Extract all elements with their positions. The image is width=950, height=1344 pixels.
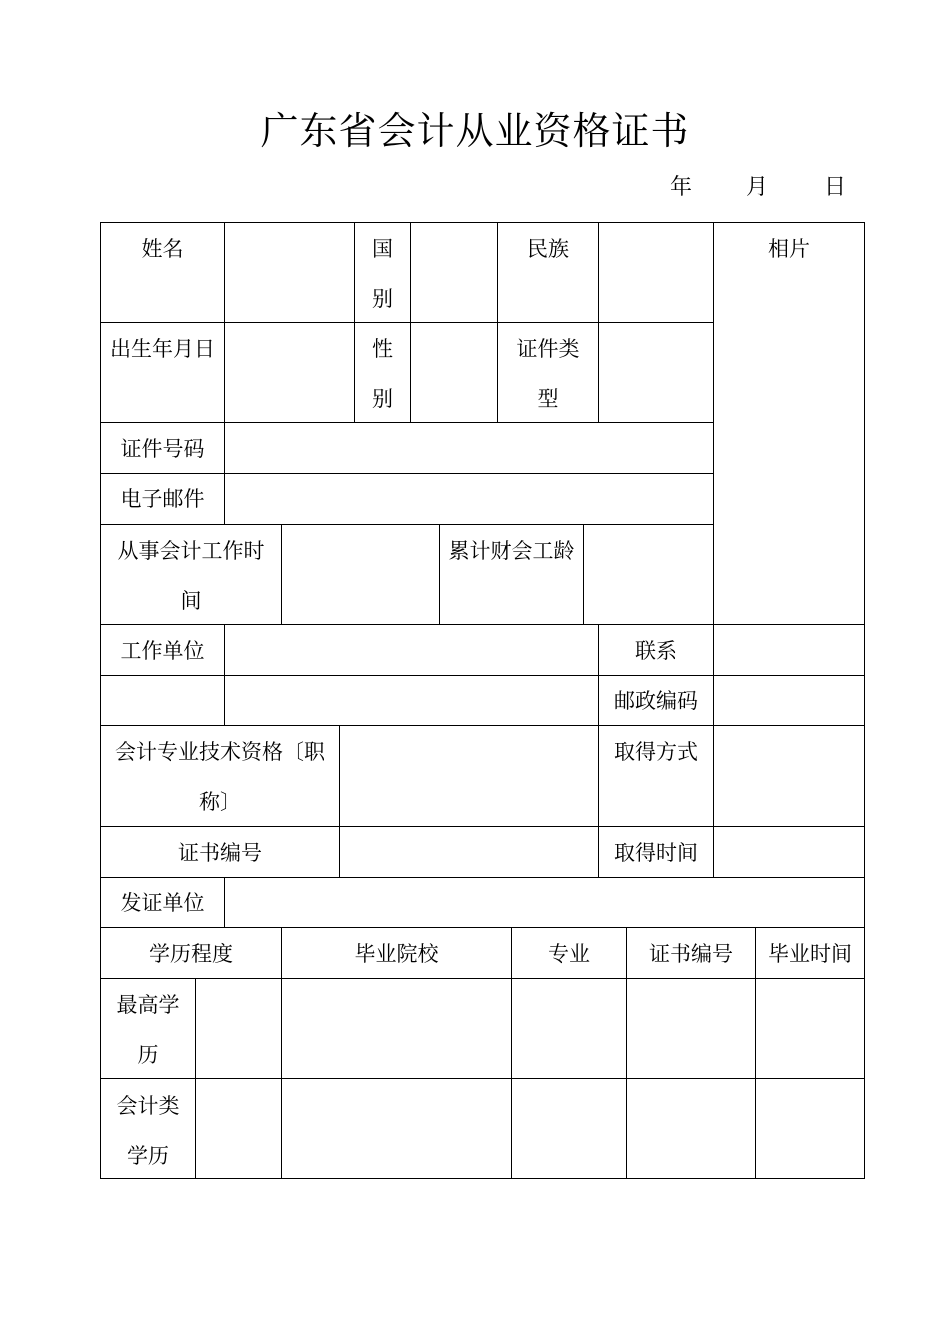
field-tech-qualification[interactable] xyxy=(340,726,598,826)
page-title: 广东省会计从业资格证书 xyxy=(260,109,690,153)
label-id-number: 证件号码 xyxy=(120,437,205,461)
label-nationality-2: 别 xyxy=(372,287,393,311)
edu-header-major: 专业 xyxy=(548,942,590,966)
label-cert-number: 证书编号 xyxy=(178,841,262,865)
field-highest-school[interactable] xyxy=(282,979,511,1078)
label-postal-code: 邮政编码 xyxy=(614,689,698,713)
label-obtain-method: 取得方式 xyxy=(614,740,698,764)
field-accounting-cert[interactable] xyxy=(627,1079,755,1178)
edu-header-level: 学历程度 xyxy=(149,942,233,966)
field-birthdate[interactable] xyxy=(225,323,354,422)
edu-header-school: 毕业院校 xyxy=(354,942,439,966)
label-work-time-1: 从事会计工作时 xyxy=(117,539,265,563)
field-postal-code[interactable] xyxy=(714,676,864,725)
field-employer[interactable] xyxy=(225,625,598,725)
label-issuer: 发证单位 xyxy=(120,891,205,915)
label-employer: 工作单位 xyxy=(120,639,205,663)
label-name: 姓名 xyxy=(141,237,184,261)
field-obtain-method[interactable] xyxy=(714,726,864,826)
field-highest-grad-time[interactable] xyxy=(756,979,864,1078)
label-id-type-1: 证件类 xyxy=(516,337,580,361)
field-issuer[interactable] xyxy=(225,878,864,927)
field-work-time[interactable] xyxy=(282,525,439,624)
field-gender[interactable] xyxy=(411,323,497,422)
date-month: 月 xyxy=(746,175,769,200)
field-ethnicity[interactable] xyxy=(599,223,713,322)
edu-row-accounting-2: 学历 xyxy=(127,1144,169,1168)
field-accounting-school[interactable] xyxy=(282,1079,511,1178)
label-tech-qualification-2: 称〕 xyxy=(199,790,241,814)
field-accounting-grad-time[interactable] xyxy=(756,1079,864,1178)
label-obtain-time: 取得时间 xyxy=(614,841,698,865)
field-contact[interactable] xyxy=(714,625,864,675)
label-gender-2: 别 xyxy=(372,387,393,411)
label-photo: 相片 xyxy=(768,237,810,261)
field-name[interactable] xyxy=(225,223,354,322)
label-work-time-2: 间 xyxy=(180,589,202,613)
edu-row-accounting-1: 会计类 xyxy=(116,1094,180,1118)
label-ethnicity: 民族 xyxy=(527,237,569,261)
field-accounting-level[interactable] xyxy=(196,1079,281,1178)
field-highest-cert[interactable] xyxy=(627,979,755,1078)
field-cert-number[interactable] xyxy=(340,827,598,877)
label-birthdate: 出生年月日 xyxy=(110,337,215,361)
date-day: 日 xyxy=(824,175,847,200)
label-gender-1: 性 xyxy=(372,337,393,361)
photo-area[interactable] xyxy=(714,274,864,624)
field-highest-level[interactable] xyxy=(196,979,281,1078)
edu-header-grad-time: 毕业时间 xyxy=(768,942,852,966)
label-years-accounting: 累计财会工龄 xyxy=(448,539,575,563)
label-nationality-1: 国 xyxy=(372,237,393,261)
field-id-type[interactable] xyxy=(599,323,713,422)
field-id-number[interactable] xyxy=(225,423,713,473)
label-id-type-2: 型 xyxy=(537,387,559,411)
field-years-accounting[interactable] xyxy=(584,525,713,624)
edu-header-cert-number: 证书编号 xyxy=(649,942,733,966)
label-tech-qualification-1: 会计专业技术资格〔职 xyxy=(115,740,325,764)
edu-row-highest-2: 历 xyxy=(137,1043,159,1067)
edu-row-highest-1: 最高学 xyxy=(116,993,180,1017)
field-obtain-time[interactable] xyxy=(714,827,864,877)
label-contact: 联系 xyxy=(635,639,677,663)
field-nationality[interactable] xyxy=(411,223,497,322)
field-accounting-major[interactable] xyxy=(512,1079,626,1178)
date-year: 年 xyxy=(670,175,693,200)
label-email: 电子邮件 xyxy=(120,487,205,511)
field-highest-major[interactable] xyxy=(512,979,626,1078)
field-email[interactable] xyxy=(225,474,713,524)
